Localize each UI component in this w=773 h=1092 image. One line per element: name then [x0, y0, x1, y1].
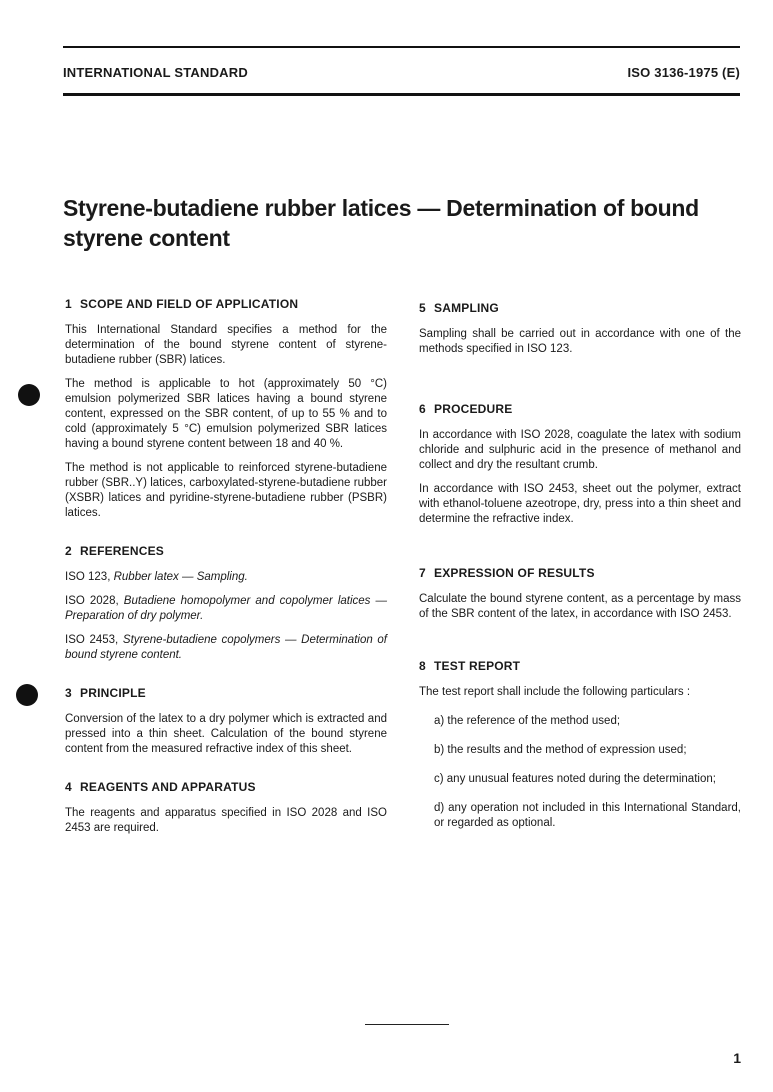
paragraph: The method is applicable to hot (approximately 50 °C) emulsion polymerized SBR latices having a bound styrene content, expressed on the SBR content, of up to 55 % and to cold (approximately 5 °C) emulsion polymerized SBR latices having a bound styrene content between 18 and 40 %.	[65, 378, 387, 450]
paragraph: This International Standard specifies a method for the determination of the bound styrene content of styrene-butadiene rubber (SBR) latices.	[65, 324, 387, 366]
section-sampling	[419, 301, 741, 357]
punch-hole-mark	[18, 384, 40, 406]
section-heading: 5 SAMPLING	[419, 301, 499, 315]
section-heading: 7 EXPRESSION OF RESULTS	[419, 566, 595, 580]
paragraph: The test report shall include the following particulars :	[419, 686, 691, 698]
section-procedure	[419, 402, 741, 527]
section-reagents	[65, 780, 387, 836]
reference-item: ISO 123, Rubber latex — Sampling.	[65, 571, 248, 583]
header-top-rule	[63, 46, 740, 48]
section-scope	[65, 297, 387, 521]
standard-number-label: ISO 3136-1975 (E)	[627, 65, 740, 80]
section-heading: 4 REAGENTS AND APPARATUS	[65, 780, 256, 794]
reference-item: ISO 2453, Styrene-butadiene copolymers — Determination of bound styrene content.	[65, 634, 387, 661]
section-test-report	[419, 659, 741, 831]
section-heading: 1 SCOPE AND FIELD OF APPLICATION	[65, 297, 299, 311]
document-type-label: INTERNATIONAL STANDARD	[63, 65, 248, 80]
paragraph: Sampling shall be carried out in accordance with one of the methods specified in ISO 123.	[419, 328, 741, 355]
page-number: 1	[733, 1050, 741, 1066]
left-column	[65, 297, 387, 845]
section-references	[65, 544, 387, 663]
list-item: a) the reference of the method used;	[434, 715, 621, 727]
document-title: Styrene-butadiene rubber latices — Determination of bound styrene content	[63, 195, 699, 251]
paragraph: In accordance with ISO 2453, sheet out the polymer, extract with ethanol-toluene azeotrope, dry, press into a thin sheet and determine the refractive index.	[419, 483, 741, 525]
paragraph: The reagents and apparatus specified in ISO 2028 and ISO 2453 are required.	[65, 807, 387, 834]
footer-rule	[365, 1024, 449, 1025]
list-item: b) the results and the method of expression used;	[434, 744, 687, 756]
section-heading: 3 PRINCIPLE	[65, 686, 146, 700]
reference-item: ISO 2028, Butadiene homopolymer and copolymer latices — Preparation of dry polymer.	[65, 595, 387, 622]
right-column	[419, 297, 741, 845]
section-heading: 8 TEST REPORT	[419, 659, 521, 673]
list-item: d) any operation not included in this International Standard, or regarded as optional.	[434, 802, 741, 829]
paragraph: Calculate the bound styrene content, as a percentage by mass of the SBR content of the latex, in accordance with ISO 2453.	[419, 593, 741, 620]
paragraph: In accordance with ISO 2028, coagulate the latex with sodium chloride and sulphuric acid in the presence of methanol and collect and dry the resultant crumb.	[419, 429, 741, 471]
paragraph: Conversion of the latex to a dry polymer which is extracted and pressed into a thin sheet. Calculation of the bound styrene content from the measured refractive index of this sheet.	[65, 713, 387, 755]
list-item: c) any unusual features noted during the determination;	[434, 773, 716, 785]
section-heading: 2 REFERENCES	[65, 544, 165, 558]
section-expression-of-results	[419, 566, 741, 622]
header-bottom-rule	[63, 93, 740, 96]
paragraph: The method is not applicable to reinforced styrene-butadiene rubber (SBR..Y) latices, carboxylated-styrene-butadiene rubber (XSBR) latices and pyridine-styrene-butadiene rubber (PSBR) latices.	[65, 462, 387, 519]
punch-hole-mark	[16, 684, 38, 706]
section-principle	[65, 686, 387, 757]
section-heading: 6 PROCEDURE	[419, 402, 513, 416]
